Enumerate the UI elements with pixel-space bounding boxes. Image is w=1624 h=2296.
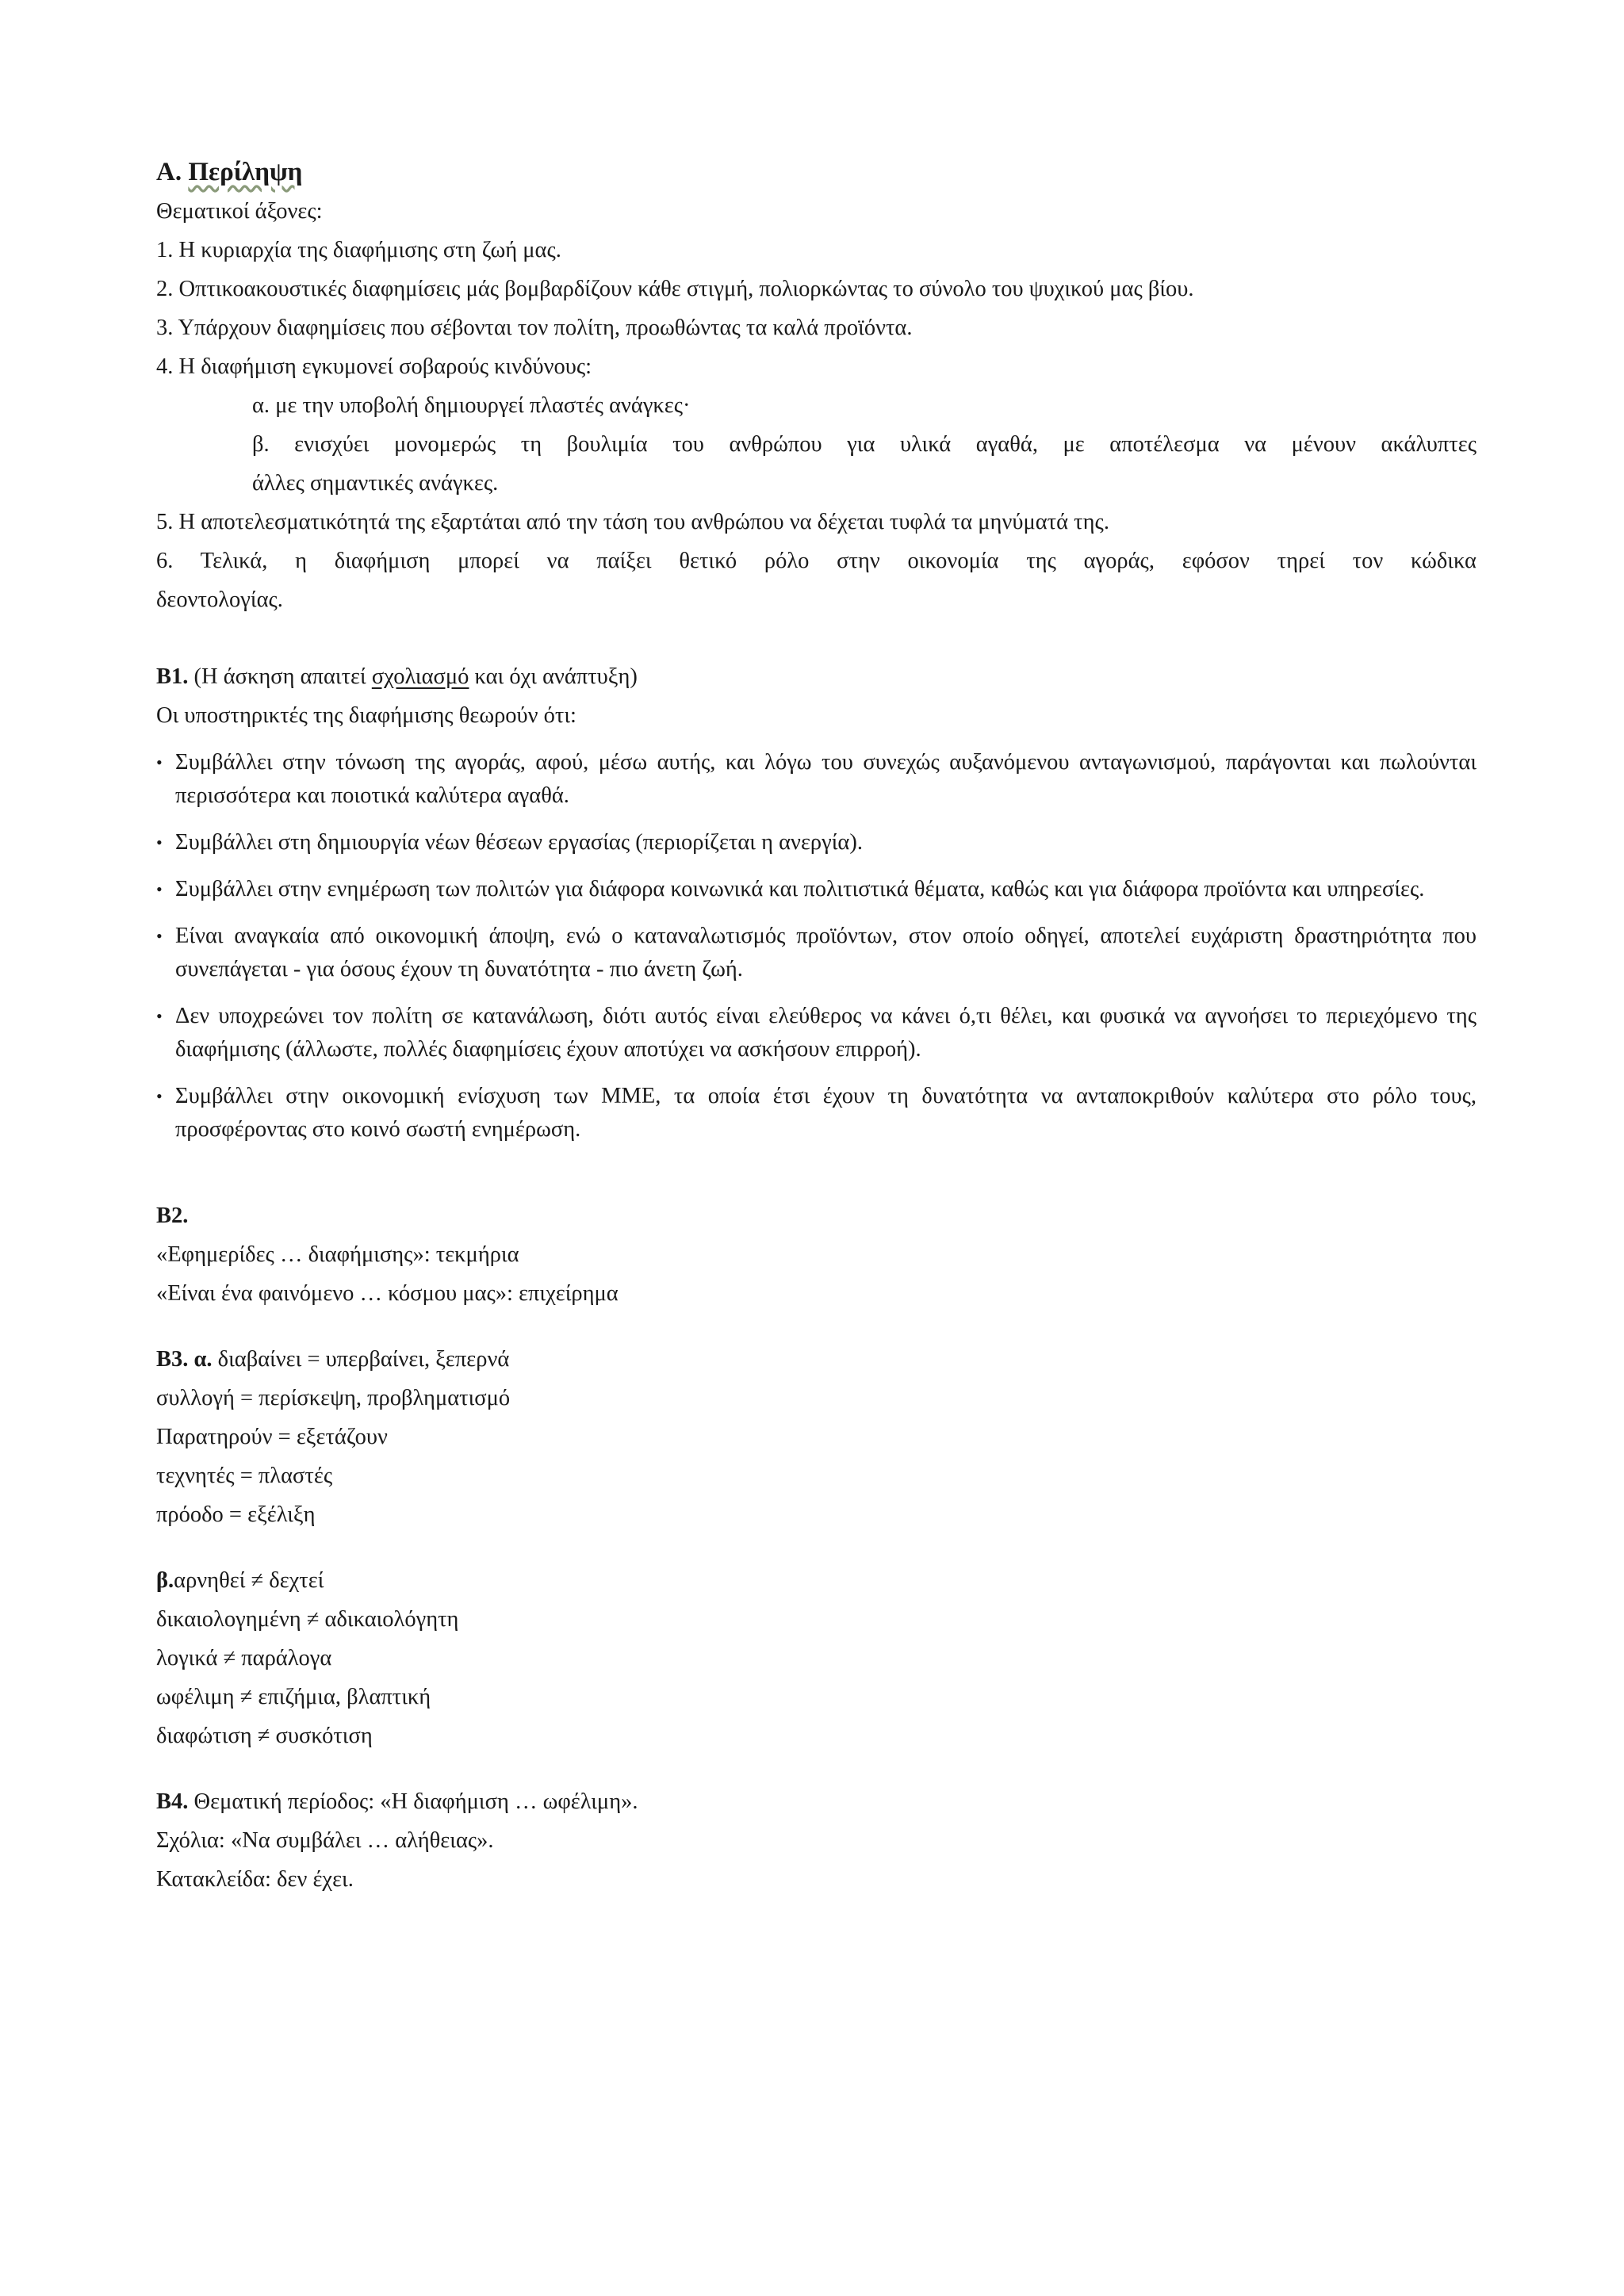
b1-bullet-item	[156, 1080, 1477, 1146]
summary-point: 6. Τελικά, η διαφήμιση μπορεί να παίξει θετικό ρόλο στην οικονομία της αγοράς, εφόσον τηρεί τον κώδικα	[156, 549, 1477, 573]
b1-bullet-text: Συμβάλλει στην τόνωση της αγοράς, αφού, μέσω αυτής, και λόγω του συνεχώς αυξανόμενου ανταγωνισμού, παράγονται και πωλούνται περισσότερα και ποιοτικά καλύτερα αγαθά.	[175, 750, 1477, 808]
bullet-icon: •	[156, 879, 163, 899]
summary-point: 2. Οπτικοακουστικές διαφημίσεις μάς βομβαρδίζουν κάθε στιγμή, πολιορκώντας το σύνολο του ψυχικού μας βίου.	[156, 277, 1194, 301]
b1-bullet-text: Δεν υποχρεώνει τον πολίτη σε κατανάλωση, διότι αυτός είναι ελεύθερος να κάνει ό,τι θέλει, και φυσικά να αγνοήσει το περιεχόμενο της διαφήμισης (άλλωστε, πολλές διαφημίσεις έχουν αποτύχει να ασκήσουν επιρροή).	[175, 1004, 1477, 1062]
section-b4-label: B4.	[156, 1789, 189, 1814]
b2-line: «Εφημερίδες … διαφήμισης»: τεκμήρια	[156, 1242, 519, 1267]
section-b3-heading	[156, 1340, 1477, 1379]
b3-synonym: συλλογή = περίσκεψη, προβληματισμό	[156, 1386, 511, 1410]
b1-bullet-item	[156, 746, 1477, 813]
b3-synonym: Παρατηρούν = εξετάζουν	[156, 1425, 388, 1449]
summary-point: 5. Η αποτελεσματικότητά της εξαρτάται από την τάση του ανθρώπου να δέχεται τυφλά τα μηνύματά της.	[156, 510, 1109, 534]
b1-bullet-item	[156, 826, 1477, 859]
section-b1-heading	[156, 657, 1477, 696]
section-b1-note-after: και όχι ανάπτυξη)	[474, 664, 638, 689]
b4-line: Σχόλια: «Να συμβάλει … αλήθειας».	[156, 1828, 494, 1853]
bullet-icon: •	[156, 1086, 163, 1106]
summary-point: 4. Η διαφήμιση εγκυμονεί σοβαρούς κινδύνους:	[156, 354, 592, 379]
b1-bullet-item	[156, 920, 1477, 986]
section-a-title: Περίληψη	[188, 158, 303, 186]
b3-antonym: αρνηθεί ≠ δεχτεί	[174, 1568, 324, 1593]
b1-bullet-list	[156, 746, 1477, 1146]
section-b2-heading	[156, 1196, 1477, 1235]
section-b3b-label: β.	[156, 1568, 174, 1593]
b3-antonym: ωφέλιμη ≠ επιζήμια, βλαπτική	[156, 1685, 431, 1709]
bullet-icon: •	[156, 752, 163, 772]
b3-antonym: δικαιολογημένη ≠ αδικαιολόγητη	[156, 1607, 459, 1632]
section-a-label: A.	[156, 158, 182, 186]
summary-point-continuation: δεοντολογίας.	[156, 587, 283, 612]
b1-bullet-text: Συμβάλλει στην ενημέρωση των πολιτών για διάφορα κοινωνικά και πολιτιστικά θέματα, καθώς και για διάφορα προϊόντα και υπηρεσίες.	[175, 877, 1425, 901]
summary-point: 1. Η κυριαρχία της διαφήμισης στη ζωή μας.	[156, 238, 561, 262]
b1-bullet-text: Είναι αναγκαία από οικονομική άποψη, ενώ ο καταναλωτισμός προϊόντων, στον οποίο οδηγεί, αποτελεί ευχάριστη δραστηριότητα που συνεπάγεται - για όσους έχουν τη δυνατότητα - πιο άνετη ζωή.	[175, 924, 1477, 982]
b4-line: Κατακλείδα: δεν έχει.	[156, 1867, 354, 1892]
section-b1-note-underlined: σχολιασμό	[371, 664, 469, 689]
b3-synonym: τεχνητές = πλαστές	[156, 1464, 333, 1488]
section-b1-note-before: (Η άσκηση απαιτεί	[193, 664, 366, 689]
b1-bullet-item	[156, 873, 1477, 906]
section-b2-label: B2.	[156, 1203, 189, 1228]
section-a-heading	[156, 152, 1477, 192]
summary-subpoint-continuation: άλλες σημαντικές ανάγκες.	[252, 471, 499, 496]
section-b1-label: B1.	[156, 664, 189, 689]
section-b4-heading	[156, 1782, 1477, 1821]
b1-bullet-text: Συμβάλλει στην οικονομική ενίσχυση των ΜΜΕ, τα οποία έτσι έχουν τη δυνατότητα να ανταποκριθούν καλύτερα στο ρόλο τους, προσφέροντας στο κοινό σωστή ενημέρωση.	[175, 1084, 1477, 1142]
b3-synonym: διαβαίνει = υπερβαίνει, ξεπερνά	[217, 1347, 510, 1372]
section-b3-label: B3. α.	[156, 1347, 213, 1372]
section-b1-intro: Οι υποστηρικτές της διαφήμισης θεωρούν ότι:	[156, 703, 576, 728]
section-b3b-heading	[156, 1561, 1477, 1600]
b3-synonym: πρόοδο = εξέλιξη	[156, 1502, 316, 1527]
bullet-icon: •	[156, 926, 163, 946]
summary-subpoint: β. ενισχύει μονομερώς τη βουλιμία του ανθρώπου για υλικά αγαθά, με αποτέλεσμα να μένουν ακάλυπτες	[252, 432, 1477, 457]
document-page	[156, 152, 1477, 1899]
b3-antonym: λογικά ≠ παράλογα	[156, 1646, 332, 1670]
b4-line: Θεματική περίοδος: «Η διαφήμιση … ωφέλιμη».	[193, 1789, 638, 1814]
bullet-icon: •	[156, 1006, 163, 1026]
summary-subpoint: α. με την υποβολή δημιουργεί πλαστές ανάγκες·	[252, 393, 691, 418]
b3-antonym: διαφώτιση ≠ συσκότιση	[156, 1724, 373, 1748]
b2-line: «Είναι ένα φαινόμενο … κόσμου μας»: επιχείρημα	[156, 1281, 619, 1306]
section-a-intro: Θεματικοί άξονες:	[156, 199, 323, 224]
bullet-icon: •	[156, 832, 163, 852]
summary-point: 3. Υπάρχουν διαφημίσεις που σέβονται τον πολίτη, προωθώντας τα καλά προϊόντα.	[156, 316, 913, 340]
b1-bullet-item	[156, 1000, 1477, 1066]
b1-bullet-text: Συμβάλλει στη δημιουργία νέων θέσεων εργασίας (περιορίζεται η ανεργία).	[175, 830, 863, 855]
